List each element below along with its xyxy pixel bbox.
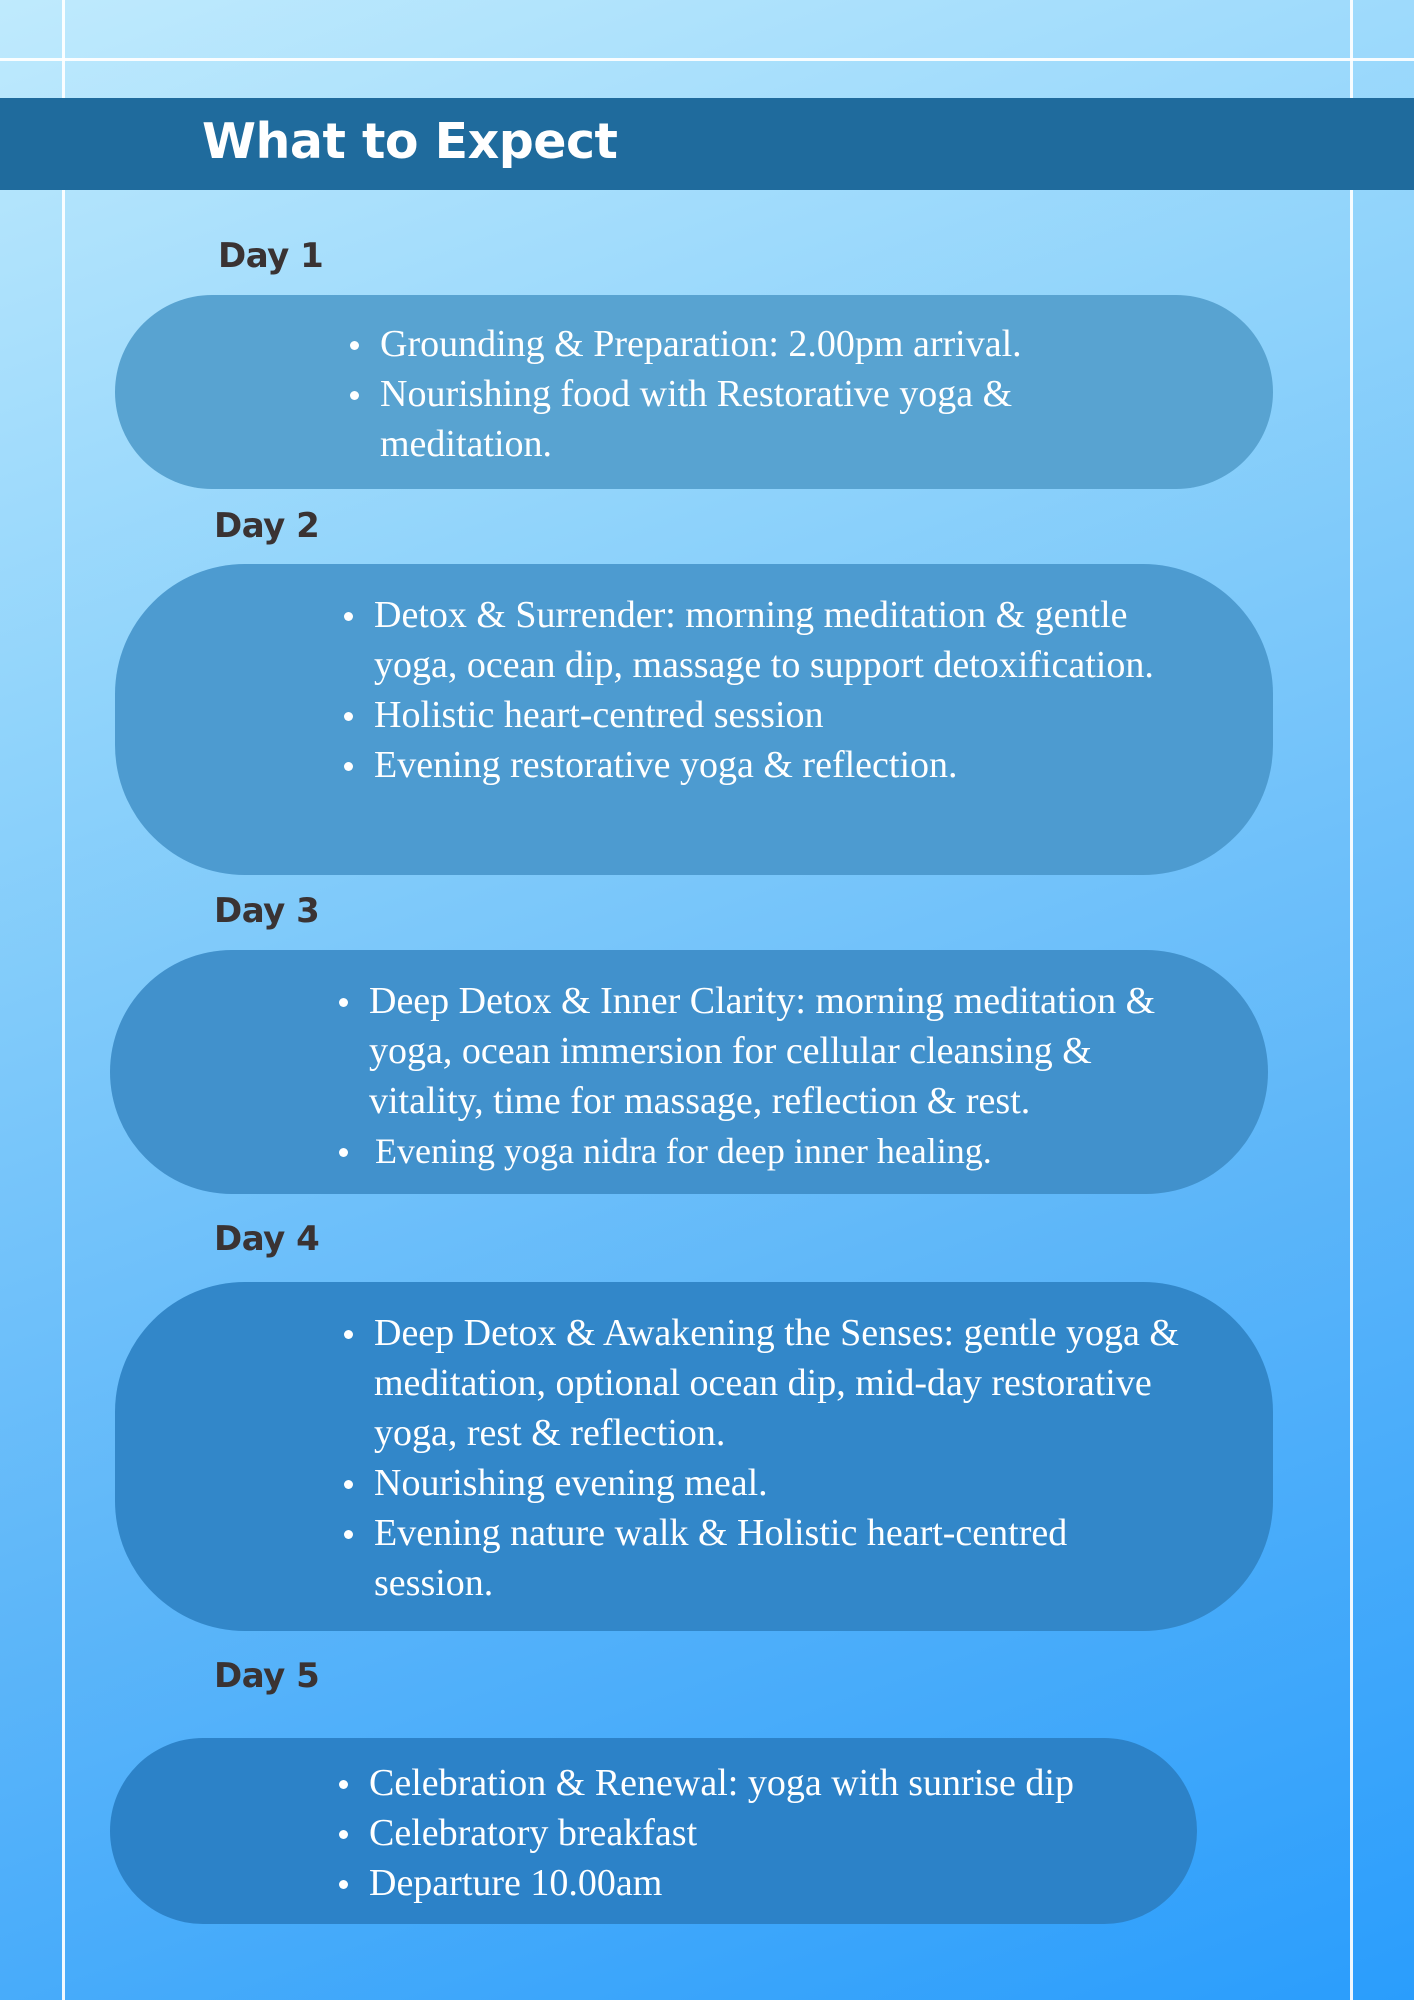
day-item-list — [374, 1308, 1193, 1608]
day-card — [110, 950, 1268, 1194]
day-heading: Day 3 — [214, 891, 320, 931]
page-title: What to Expect — [202, 113, 618, 170]
frame-line-right — [1350, 0, 1353, 2000]
list-item: Deep Detox & Awakening the Senses: gentle yoga & meditation, optional ocean dip, mid-day restorative yoga, rest & reflection. — [374, 1308, 1193, 1458]
day-heading: Day 4 — [214, 1219, 320, 1259]
day-card — [110, 1738, 1197, 1924]
day-card — [115, 1282, 1273, 1631]
frame-line-top — [0, 58, 1414, 61]
list-item: Departure 10.00am — [369, 1858, 1137, 1908]
list-item: Grounding & Preparation: 2.00pm arrival. — [380, 319, 1123, 369]
day-heading: Day 1 — [218, 236, 324, 276]
day-item-list — [369, 976, 1188, 1176]
day-item-list — [380, 319, 1123, 469]
list-item: Detox & Surrender: morning meditation & gentle yoga, ocean dip, massage to support detoxification. — [374, 590, 1193, 690]
day-item-list — [369, 1758, 1137, 1908]
day-card — [115, 564, 1273, 875]
list-item: Evening yoga nidra for deep inner healing. — [369, 1126, 1188, 1176]
day-item-list — [374, 590, 1193, 790]
day-heading: Day 5 — [214, 1656, 320, 1696]
list-item: Evening restorative yoga & reflection. — [374, 740, 1193, 790]
list-item: Deep Detox & Inner Clarity: morning meditation & yoga, ocean immersion for cellular cleansing & vitality, time for massage, reflection & rest. — [369, 976, 1188, 1126]
list-item: Celebratory breakfast — [369, 1808, 1137, 1858]
frame-line-left — [62, 0, 65, 2000]
list-item: Evening nature walk & Holistic heart-centred session. — [374, 1508, 1193, 1608]
list-item: Nourishing food with Restorative yoga & meditation. — [380, 369, 1123, 469]
list-item: Holistic heart-centred session — [374, 690, 1193, 740]
day-heading: Day 2 — [214, 506, 320, 546]
day-card — [115, 295, 1273, 489]
list-item: Celebration & Renewal: yoga with sunrise dip — [369, 1758, 1137, 1808]
list-item: Nourishing evening meal. — [374, 1458, 1193, 1508]
